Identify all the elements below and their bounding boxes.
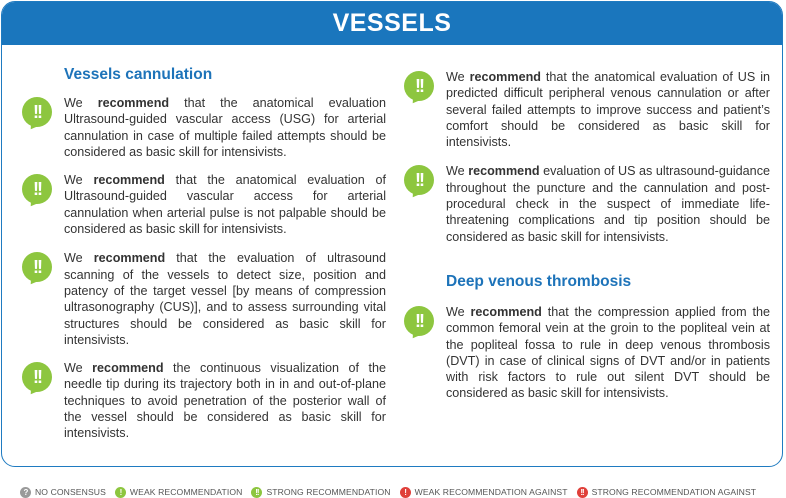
- recommendation-item: !! We recommend evaluation of US as ultrasound-guidance throughout the puncture and the cannulation and post-procedural check in the suspect of immediate life-threatening complications and tip position should be considered as basic skill for intensivists.: [404, 163, 770, 244]
- exclamation-icon: !: [400, 487, 411, 498]
- strong-recommendation-icon: !!: [22, 252, 52, 282]
- card-header: [2, 2, 782, 45]
- strong-recommendation-icon: !!: [22, 97, 52, 127]
- recommendation-legend: [20, 486, 765, 498]
- legend-strong-recommendation-against: !! STRONG RECOMMENDATION AGAINST: [577, 487, 757, 498]
- legend-weak-recommendation: ! WEAK RECOMMENDATION: [115, 487, 243, 498]
- vessels-card: [1, 1, 783, 467]
- section-title-vessels-cannulation: Vessels cannulation: [64, 66, 213, 83]
- exclamation-icon: !: [115, 487, 126, 498]
- legend-strong-recommendation: !! STRONG RECOMMENDATION: [251, 487, 390, 498]
- legend-weak-recommendation-against: ! WEAK RECOMMENDATION AGAINST: [400, 487, 568, 498]
- recommendation-item: !! We recommend that the evaluation of ultrasound scanning of the vessels to detect size, position and patency of the target vessel [by means of compression ultrasonography (CUS)], and to assess surrounding vital structures should be considered as basic skill for intensivists.: [22, 250, 386, 348]
- strong-recommendation-icon: !!: [22, 174, 52, 204]
- recommendation-item: !! We recommend the continuous visualization of the needle tip during its trajectory both in in and out-of-plane techniques to avoid penetration of the posterior wall of the vessel should be considered as basic skill for intensivists.: [22, 360, 386, 441]
- recommendation-item: !! We recommend that the anatomical evaluation Ultrasound-guided vascular access (USG) for arterial cannulation in case of multiple failed attempts should be considered as basic skill for intensivists.: [22, 95, 386, 160]
- legend-no-consensus: ? NO CONSENSUS: [20, 487, 106, 498]
- page-title: VESSELS: [332, 9, 452, 37]
- double-exclamation-icon: !!: [251, 487, 262, 498]
- double-exclamation-icon: !!: [577, 487, 588, 498]
- section-title-deep-venous-thrombosis: Deep venous thrombosis: [446, 272, 632, 290]
- question-icon: ?: [20, 487, 31, 498]
- recommendation-item: !! We recommend that the anatomical evaluation of US in predicted difficult peripheral venous cannulation or after several failed attempts to improve success and patient’s comfort should be considered as basic skill for intensivists.: [404, 69, 770, 150]
- strong-recommendation-icon: !!: [404, 71, 434, 101]
- recommendation-item: !! We recommend that the anatomical evaluation of Ultrasound-guided vascular access for arterial cannulation when arterial pulse is not palpable should be considered as basic skill for intensivists.: [22, 172, 386, 237]
- strong-recommendation-icon: !!: [404, 165, 434, 195]
- recommendation-item: !! We recommend that the compression applied from the common femoral vein at the groin to the popliteal vein at the popliteal fossa to rule in deep venous thrombosis (DVT) in case of clinical signs of DVT and/or in patients with risk factors to rule out silent DVT should be considered as basic skill for intensivists.: [404, 304, 770, 402]
- strong-recommendation-icon: !!: [404, 306, 434, 336]
- left-column: [22, 45, 386, 442]
- strong-recommendation-icon: !!: [22, 362, 52, 392]
- right-column: [404, 45, 770, 402]
